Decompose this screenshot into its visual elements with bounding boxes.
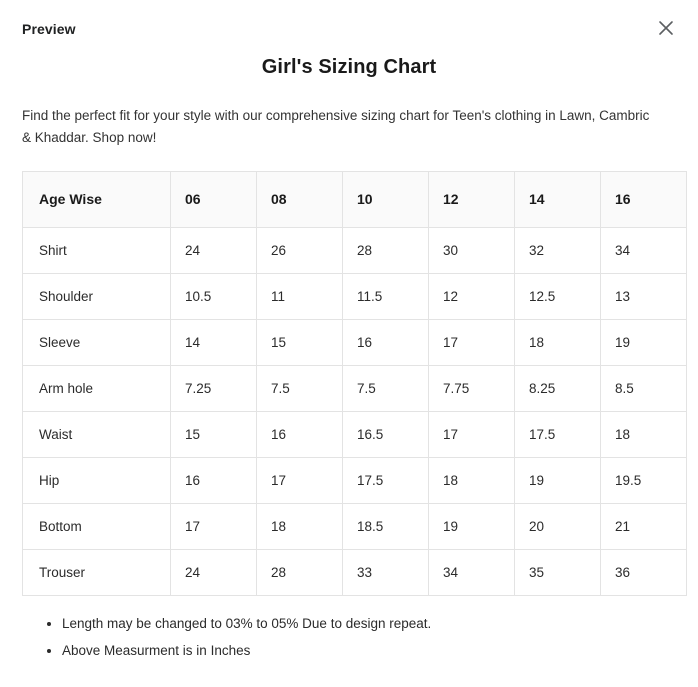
preview-label: Preview [22, 21, 76, 37]
table-cell: 17.5 [515, 411, 601, 457]
table-cell: 28 [343, 227, 429, 273]
chart-description: Find the perfect fit for your style with our comprehensive sizing chart for Teen's clothing in Lawn, Cambric & Khaddar. Shop now! [22, 108, 650, 145]
table-cell: 14 [171, 319, 257, 365]
table-cell: 17.5 [343, 457, 429, 503]
table-cell: 17 [429, 411, 515, 457]
table-cell: 35 [515, 549, 601, 595]
column-header-16: 16 [601, 171, 687, 227]
table-cell: 17 [429, 319, 515, 365]
table-body [23, 227, 687, 595]
table-row [23, 503, 687, 549]
table-row [23, 273, 687, 319]
table-cell: 18 [429, 457, 515, 503]
table-cell: 34 [429, 549, 515, 595]
row-label: Arm hole [23, 365, 171, 411]
table-header-row [23, 171, 687, 227]
table-row [23, 319, 687, 365]
table-cell: 36 [601, 549, 687, 595]
list-item: • Length may be changed to 03% to 05% Due to design repeat. [62, 614, 676, 635]
column-header-10: 10 [343, 171, 429, 227]
table-cell: 21 [601, 503, 687, 549]
column-header-age-wise: Age Wise [23, 171, 171, 227]
row-label: Hip [23, 457, 171, 503]
table-cell: 33 [343, 549, 429, 595]
table-cell: 18.5 [343, 503, 429, 549]
close-button[interactable] [652, 14, 680, 42]
row-label: Shirt [23, 227, 171, 273]
table-cell: 16 [257, 411, 343, 457]
table-cell: 12 [429, 273, 515, 319]
list-item: • Above Measurment is in Inches [62, 641, 676, 662]
notes-list [22, 614, 676, 662]
table-cell: 24 [171, 549, 257, 595]
table-cell: 15 [257, 319, 343, 365]
row-label: Bottom [23, 503, 171, 549]
column-header-14: 14 [515, 171, 601, 227]
table-cell: 17 [171, 503, 257, 549]
table-cell: 12.5 [515, 273, 601, 319]
table-cell: 17 [257, 457, 343, 503]
table-cell: 18 [257, 503, 343, 549]
table-cell: 11 [257, 273, 343, 319]
row-label: Sleeve [23, 319, 171, 365]
table-cell: 16.5 [343, 411, 429, 457]
table-cell: 26 [257, 227, 343, 273]
page-title: Girl's Sizing Chart [261, 56, 437, 78]
table-cell: 19 [515, 457, 601, 503]
table-cell: 19.5 [601, 457, 687, 503]
table-cell: 11.5 [343, 273, 429, 319]
table-cell: 16 [343, 319, 429, 365]
table-row [23, 227, 687, 273]
table-cell: 18 [601, 411, 687, 457]
table-cell: 8.25 [515, 365, 601, 411]
column-header-08: 08 [257, 171, 343, 227]
table-cell: 16 [171, 457, 257, 503]
table-row [23, 457, 687, 503]
column-header-06: 06 [171, 171, 257, 227]
table-cell: 24 [171, 227, 257, 273]
table-header [23, 171, 687, 227]
modal-content [0, 56, 698, 662]
row-label: Trouser [23, 549, 171, 595]
table-cell: 19 [601, 319, 687, 365]
table-cell: 7.75 [429, 365, 515, 411]
table-cell: 7.25 [171, 365, 257, 411]
table-cell: 20 [515, 503, 601, 549]
table-cell: 10.5 [171, 273, 257, 319]
modal-header [0, 0, 698, 48]
table-cell: 34 [601, 227, 687, 273]
table-cell: 32 [515, 227, 601, 273]
sizing-table [22, 171, 687, 596]
table-cell: 7.5 [257, 365, 343, 411]
column-header-12: 12 [429, 171, 515, 227]
table-cell: 30 [429, 227, 515, 273]
row-label: Shoulder [23, 273, 171, 319]
table-cell: 15 [171, 411, 257, 457]
table-row [23, 549, 687, 595]
close-icon [656, 18, 676, 38]
table-cell: 28 [257, 549, 343, 595]
table-cell: 18 [515, 319, 601, 365]
table-row [23, 365, 687, 411]
table-cell: 7.5 [343, 365, 429, 411]
table-cell: 8.5 [601, 365, 687, 411]
table-cell: 13 [601, 273, 687, 319]
row-label: Waist [23, 411, 171, 457]
table-cell: 19 [429, 503, 515, 549]
table-row [23, 411, 687, 457]
